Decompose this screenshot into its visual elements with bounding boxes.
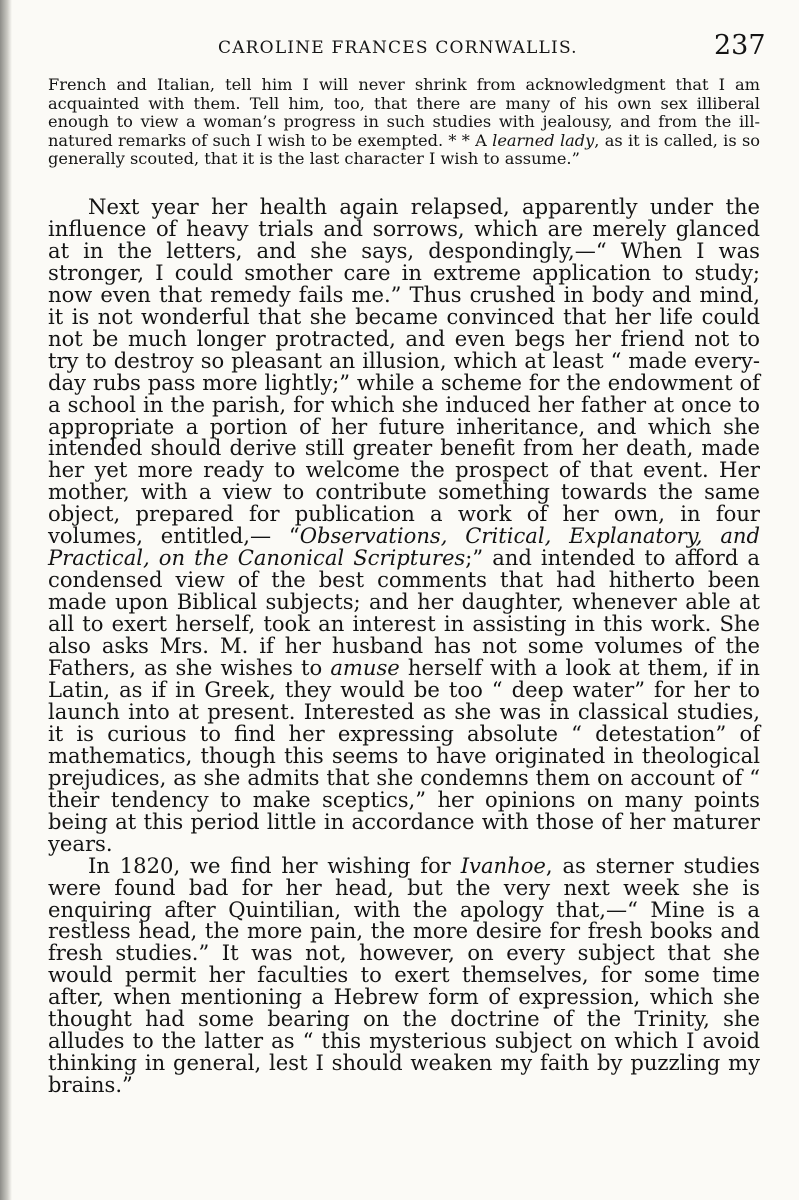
page-header [0, 30, 799, 70]
running-head: CAROLINE FRANCES CORNWALLIS. [218, 38, 578, 58]
quotation-italic-learned-lady: learned lady [492, 130, 595, 150]
page-gutter-shadow [0, 0, 12, 1200]
paragraph-1-text-c: herself with a look at them, if in Latin, as if in Greek, they would be too “ deep water” for her to launch into at present. Interested as she was in classical studies, it is curious to find her expressing absolute “ detestation” of mathematics, though this seems to have originated in theological prejudices, as she admits that she condemns them on account of “ their tendency to make sceptics,” her opinions on many points being at this period little in accordance with those of her maturer years. [48, 655, 760, 856]
paragraph-1-book-title: Observations, Critical, Explanatory, and Practical, on the Canonical Scriptures [48, 523, 760, 571]
quotation-paragraph [48, 76, 760, 169]
letter-quotation [48, 76, 760, 169]
paragraph-health-relapse [48, 196, 760, 855]
paragraph-2-text-b: , as sterner studies were found bad for her head, but the very next week she is enquiring after Quintilian, with the apology that,—“ Mine is a restless head, the more pain, the more desire for fresh books and fresh studies.” It was not, however, on every subject that she would permit her faculties to exert themselves, for some time after, when mentioning a Hebrew form of expression, which she thought had some bearing on the doctrine of the Trinity, she alludes to the latter as “ this mysterious subject on which I avoid thinking in general, lest I should weaken my faith by puzzling my brains.” [48, 852, 760, 1098]
paragraph-1-italic-amuse: amuse [330, 655, 400, 681]
page-number: 237 [714, 30, 766, 61]
paragraph-2-italic-ivanhoe: Ivanhoe [460, 852, 546, 878]
quotation-text: French and Italian, tell him I will never shrink from acknowledgment that I am acquainted with them. Tell him, too, that there are many of his own sex illiberal enough to view a woman’s progress in such studies with jealousy, and from the ill-natured remarks of such I wish to be exempted. * * A [48, 75, 760, 150]
paragraph-1-text-b: ;” and intended to afford a condensed view of the best comments that had hitherto been made upon Biblical subjects; and her daughter, whenever able at all to exert herself, took an interest in assisting in this work. She also asks Mrs. M. if her husband has not some volumes of the Fathers, as she wishes to [48, 545, 761, 681]
paragraph-1820 [48, 852, 760, 1098]
paragraph-1-text-a: Next year her health again relapsed, apparently under the influence of heavy trials and sorrows, which are merely glanced at in the letters, and she says, despondingly,—“ When I was stronger, I could smother care in extreme application to study; now even that remedy fails me.” Thus crushed in body and mind, it is not wonderful that she became convinced that her life could not be much longer protracted, and even begs her friend not to try to destroy so pleasant an illusion, which at least “ made every-day rubs pass more lightly;” while a scheme for the endowment of a school in the parish, for which she induced her father at once to appropriate a portion of her future inheritance, and which she intended should derive still greater benefit from her death, made her yet more ready to welcome the prospect of that event. Her mother, with a view to contribute something towards the same object, prepared for publication a work of her own, in four volumes, entitled,— “ [48, 194, 760, 549]
paragraph-2-text-a: In 1820, we find her wishing for [88, 852, 461, 878]
quotation-text-end: , as it is called, is so generally scouted, that it is the last character I wish to assume.” [48, 130, 760, 169]
body-text [48, 196, 760, 1096]
